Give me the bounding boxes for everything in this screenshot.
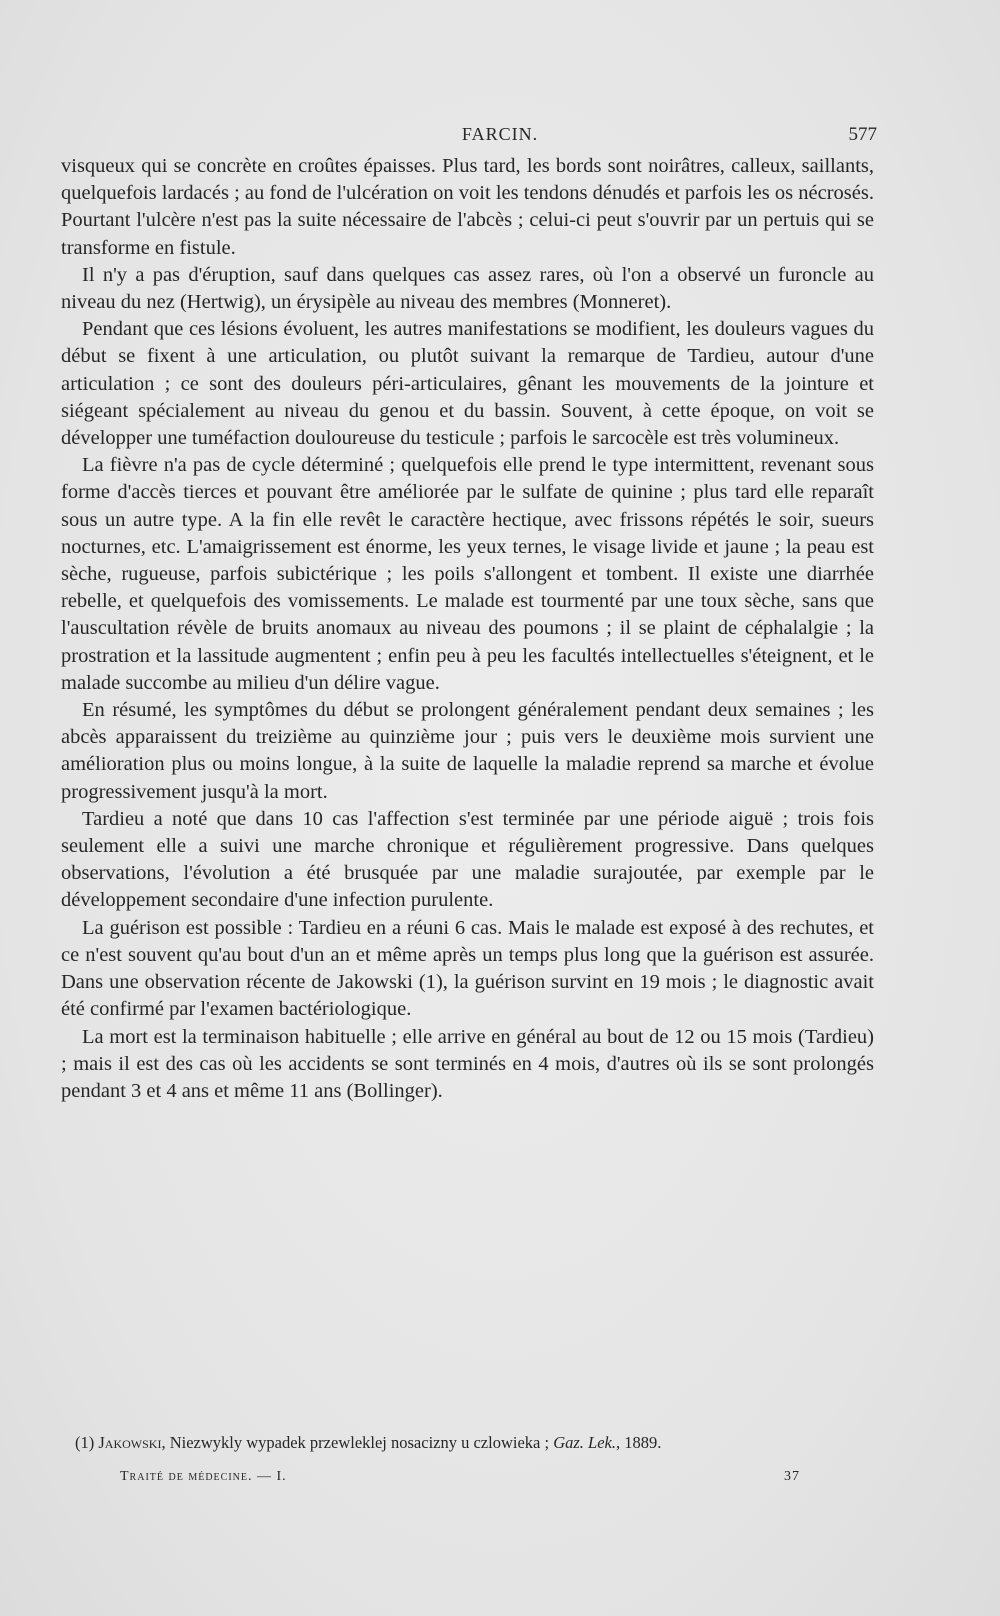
paragraph-2: Il n'y a pas d'éruption, sauf dans quelques cas assez rares, où l'on a observé un furoncle au niveau du nez (Hertwig), un érysipèle au niveau des membres (Monneret). — [61, 263, 874, 314]
footnote-author: Jakowski — [98, 1433, 162, 1452]
paragraph-8: La mort est la terminaison habituelle ; elle arrive en général au bout de 12 ou 15 mois (Tardieu) ; mais il est des cas où les accidents se sont terminés en 4 mois, d'autres où ils se sont prolongés pendant 3 et 4 ans et même 11 ans (Bollinger). — [61, 1025, 874, 1102]
body-text — [61, 153, 874, 1105]
footnote-reference[interactable]: (1) — [418, 971, 443, 994]
paragraph-7 — [61, 915, 874, 1024]
footnote — [75, 1432, 875, 1454]
footnote-text: , Niezwykly wypadek przewleklej nosacizny u czlowieka ; — [161, 1433, 554, 1452]
paragraph-3: Pendant que ces lésions évoluent, les autres manifestations se modifient, les douleurs vagues du début se fixent à une articulation, ou plutôt suivant la remarque de Tardieu, autour d'une articulation ; ce sont des douleurs péri-articulaires, gênant les mouvements de la jointure et siégeant spécialement au niveau du genou et du bassin. Souvent, à cette époque, on voit se développer une tuméfaction douloureuse du testicule ; parfois le sarcocèle est très volumineux. — [61, 318, 874, 450]
paragraph-7-text: La guérison est possible : Tardieu en a réuni 6 cas. Mais le malade est exposé à des rechutes, et ce n'est souvent qu'au bout d'un an et même après un temps plus long que la guérison est assurée. Dans une observation récente de Jakowski — [61, 916, 874, 994]
running-title: FARCIN. — [461, 124, 539, 144]
footnote-journal: Gaz. Lek. — [553, 1433, 616, 1452]
paragraph-1: visqueux qui se concrète en croûtes épaisses. Plus tard, les bords sont noirâtres, calleux, saillants, quelquefois lardacés ; au fond de l'ulcération on voit les tendons dénudés et parfois les os nécrosés. Pourtant l'ulcère n'est pas la suite nécessaire de l'abcès ; celui-ci peut s'ouvrir par un pertuis qui se transforme en fistule. — [61, 155, 874, 259]
page-number: 577 — [848, 124, 877, 145]
page-footer — [120, 1469, 800, 1491]
footnote-mark: (1) — [75, 1433, 95, 1452]
running-head — [0, 120, 1000, 150]
paragraph-7-text-end: , la guérison survint en 19 mois ; le diagnostic avait été confirmé par l'examen bactériologique. — [61, 971, 874, 1021]
paragraph-5: En résumé, les symptômes du début se prolongent généralement pendant deux semaines ; les abcès apparaissent du treizième au quinzième jour ; puis vers le deuxième mois survient une amélioration plus ou moins longue, à la suite de laquelle la maladie reprend sa marche et évolue progressivement jusqu'à la mort. — [61, 699, 874, 803]
paragraph-6: Tardieu a noté que dans 10 cas l'affection s'est terminée par une période aiguë ; trois fois seulement elle a suivi une marche chronique et régulièrement progressive. Dans quelques observations, l'évolution a été brusquée par une maladie surajoutée, par exemple par le développement secondaire d'une infection purulente. — [61, 807, 874, 912]
footer-book-title: Traité de médecine. — I. — [120, 1469, 287, 1484]
footnote-year: , 1889. — [616, 1433, 662, 1452]
paragraph-4: La fièvre n'a pas de cycle déterminé ; quelquefois elle prend le type intermittent, revenant sous forme d'accès tierces et pouvant être améliorée par le sulfate de quinine ; plus tard elle reparaît sous un autre type. A la fin elle revêt le caractère hectique, avec frissons répétés le soir, sueurs nocturnes, etc. L'amaigrissement est énorme, les yeux ternes, le visage livide et jaune ; la peau est sèche, rugueuse, parfois subictérique ; les poils s'allongent et tombent. Il existe une diarrhée rebelle, et quelquefois des vomissements. Le malade est tourmenté par une toux sèche, sans que l'auscultation révèle de bruits anomaux au niveau des poumons ; il se plaint de céphalalgie ; la prostration et la lassitude augmentent ; enfin peu à peu les facultés intellectuelles s'éteignent, et le malade succombe au milieu d'un délire vague. — [61, 454, 874, 694]
footer-signature: 37 — [784, 1469, 800, 1484]
